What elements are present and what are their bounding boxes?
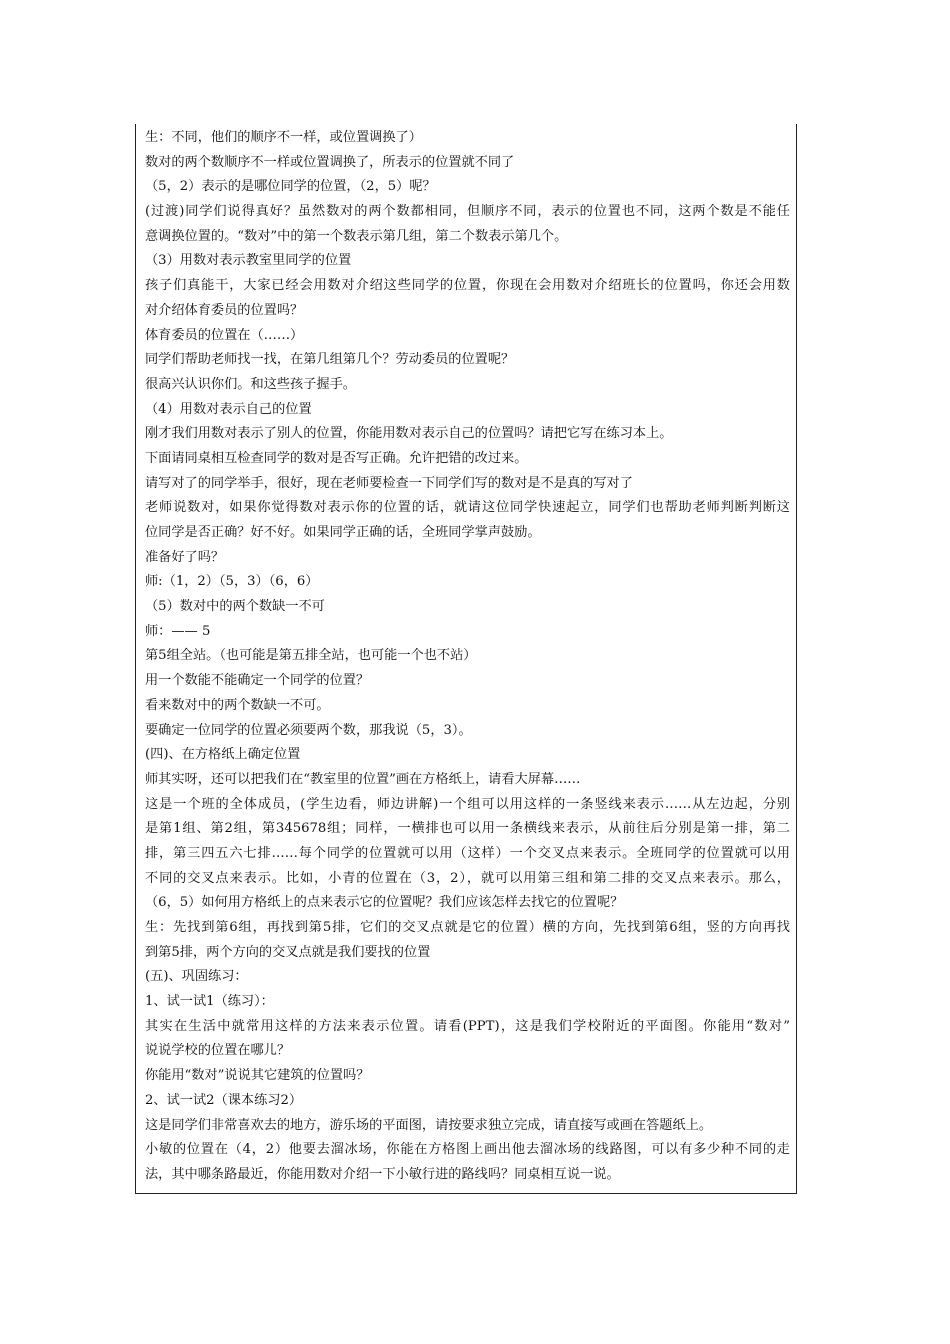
text-line: 体育委员的位置在（……） (145, 327, 304, 343)
text-line: 意调换位置的。“数对”中的第一个数表示第几组，第二个数表示第几个。 (145, 228, 568, 244)
text-line: 说说学校的位置在哪儿？ (145, 1043, 291, 1059)
text-line: （4）用数对表示自己的位置 (145, 401, 312, 417)
lesson-plan-text (145, 126, 790, 1188)
text-line: 生：不同，他们的顺序不一样，或位置调换了） (145, 130, 422, 145)
text-line: 同学们帮助老师找一找，在第几组第几个？劳动委员的位置呢？ (145, 352, 515, 368)
text-line: 下面请同桌相互检查同学的数对是否写正确。允许把错的改过来。 (145, 450, 528, 466)
text-line: 师其实呀，还可以把我们在“教室里的位置”画在方格纸上，请看大屏幕…… (145, 771, 581, 787)
text-line: 刚才我们用数对表示了别人的位置，你能用数对表示自己的位置吗？请把它写在练习本上。 (145, 426, 673, 442)
text-line: 师：—— 5 (145, 623, 211, 639)
text-line: 这是一个班的全体成员，(学生边看，师边讲解)一个组可以用这样的一条竖线来表示……从左边起，分别 (145, 796, 790, 812)
text-line: 小敏的位置在（4，2）他要去溜冰场，你能在方格图上画出他去溜冰场的线路图，可以有多少种不同的走 (145, 1142, 790, 1158)
text-line: 2、试一试2（课本练习2） (145, 1092, 303, 1108)
text-line: 对介绍体育委员的位置吗？ (145, 302, 304, 318)
text-line: 准备好了吗？ (145, 549, 225, 565)
text-line: 你能用“数对”说说其它建筑的位置吗？ (145, 1068, 370, 1084)
text-line: 第5组全站。（也可能是第五排全站，也可能一个也不站） (145, 648, 477, 664)
text-line: 是第1组、第2组，第345678组；同样，一横排也可以用一条横线来表示，从前往后分别是第一排，第二 (145, 821, 790, 837)
text-line: 位同学是否正确？好不好。如果同学正确的话，全班同学掌声鼓励。 (145, 525, 541, 540)
text-line: 请写对了的同学举手，很好，现在老师要检查一下同学们写的数对是不是真的写对了 (145, 475, 633, 491)
text-line: (五)、巩固练习： (145, 969, 248, 985)
text-line: 生：先找到第6组，再找到第5排，它们的交叉点就是它的位置）横的方向，先找到第6组，竖的方向再找 (145, 920, 790, 935)
text-line: 法，其中哪条路最近，你能用数对介绍一下小敏行进的路线吗？同桌相互说一说。 (145, 1166, 620, 1182)
text-line: 1、试一试1（练习）： (145, 994, 274, 1010)
text-line: 这是同学们非常喜欢去的地方，游乐场的平面图，请按要求独立完成，请直接写或画在答题纸上。 (145, 1117, 713, 1133)
text-line: 数对的两个数顺序不一样或位置调换了，所表示的位置就不同了 (145, 154, 515, 170)
text-line: 不同的交叉点来表示。比如，小青的位置在（3，2），就可以用第三组和第二排的交叉点来表示。那么， (145, 870, 790, 886)
text-line: 师:（1，2）（5，3）（6，6） (145, 574, 319, 590)
text-line: 老师说数对，如果你觉得数对表示你的位置的话，就请这位同学快速起立，同学们也帮助老师判断判断这 (145, 500, 790, 516)
text-line: （6，5）如何用方格纸上的点来表示它的位置呢？我们应该怎样去找它的位置呢？ (145, 895, 624, 911)
text-line: 到第5排，两个方向的交叉点就是我们要找的位置 (145, 944, 431, 960)
text-line: （3）用数对表示教室里同学的位置 (145, 253, 352, 269)
text-line: (四)、在方格纸上确定位置 (145, 747, 301, 763)
text-line: （5，2）表示的是哪位同学的位置，（2，5）呢？ (145, 179, 436, 195)
text-line: 要确定一位同学的位置必须要两个数，那我说（5，3）。 (145, 722, 472, 738)
text-line: 孩子们真能干，大家已经会用数对介绍这些同学的位置，你现在会用数对介绍班长的位置吗，你还会用数 (145, 278, 790, 294)
text-line: 看来数对中的两个数缺一不可。 (145, 697, 330, 713)
text-line: （5）数对中的两个数缺一不可 (145, 599, 325, 615)
text-line: 用一个数能不能确定一个同学的位置？ (145, 673, 370, 689)
text-line: 排，第三四五六七排……每个同学的位置就可以用（这样）一个交叉点来表示。全班同学的位置就可以用 (145, 845, 790, 861)
text-line: (过渡)同学们说得真好？虽然数对的两个数都相同，但顺序不同，表示的位置也不同，这两个数是不能任 (145, 204, 790, 220)
text-line: 很高兴认识你们。和这些孩子握手。 (145, 376, 356, 392)
text-line: 其实在生活中就常用这样的方法来表示位置。请看(PPT)，这是我们学校附近的平面图。你能用“数对” (145, 1018, 790, 1034)
